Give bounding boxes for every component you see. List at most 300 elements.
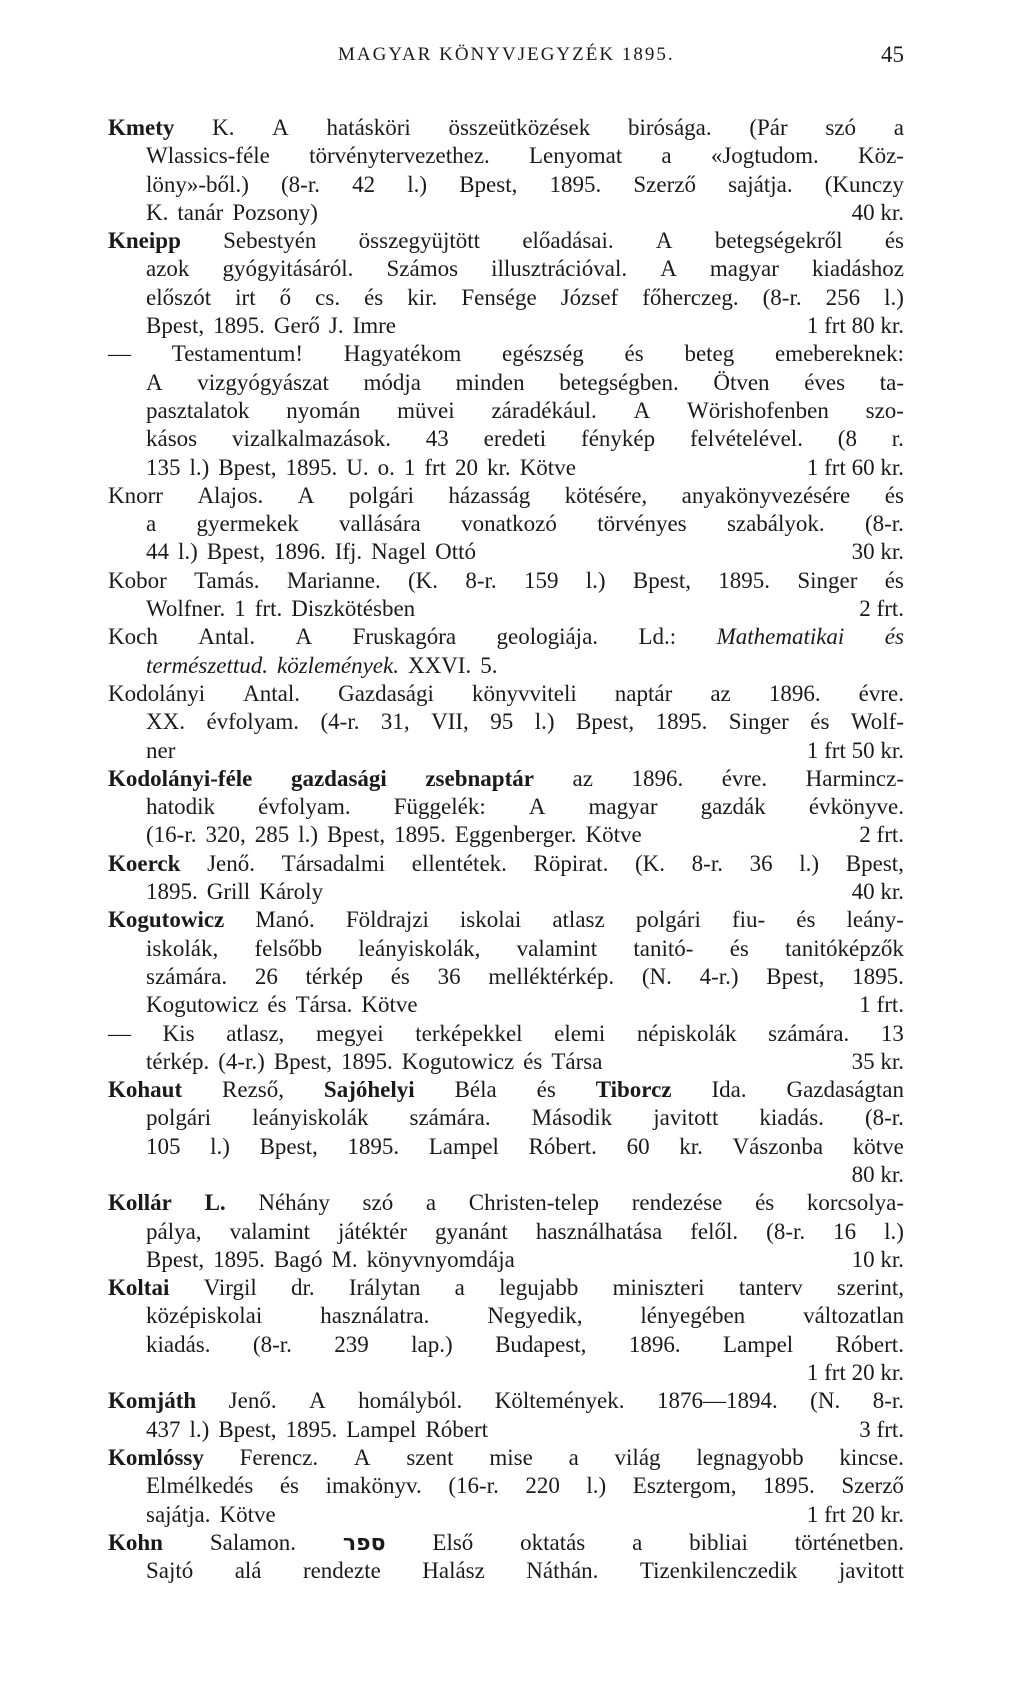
word: alá (234, 1558, 262, 1584)
word: azok (146, 256, 190, 282)
word: tanár (177, 199, 224, 225)
word: legujabb (499, 1275, 579, 1301)
word: rendezése (631, 1190, 723, 1216)
word: Ferencz. (239, 1444, 319, 1470)
word: vonatkozó (461, 511, 557, 537)
word: térkép. (146, 1048, 210, 1074)
word: természettud. (146, 652, 269, 678)
word: Szerző (841, 1473, 904, 1499)
word: világ (614, 1444, 661, 1470)
author-name: Komlóssy (108, 1444, 204, 1470)
word: (Pár (749, 115, 788, 140)
word: és (279, 1473, 300, 1499)
word: Második (531, 1105, 613, 1131)
word: Mathematikai (716, 624, 845, 650)
text-line (108, 397, 904, 425)
word: 36 (749, 850, 773, 876)
word: gyermekek (196, 511, 299, 537)
word: használhatása (535, 1218, 663, 1244)
word: 1895. (763, 1473, 815, 1499)
word: iskolai (459, 907, 522, 933)
word: polgári (146, 1105, 212, 1131)
word: Elmélkedés (146, 1473, 254, 1499)
word: törvényes (597, 511, 687, 537)
line-text (146, 991, 418, 1019)
word: Wlassics-féle (146, 143, 270, 169)
price: 1 frt 20 kr. (806, 1360, 904, 1386)
word: 8-r. (691, 850, 723, 876)
word: Náthán. (526, 1558, 599, 1584)
word: Kötve (585, 822, 642, 848)
word: gyanánt (435, 1218, 508, 1244)
word: Negyedik, (487, 1303, 583, 1329)
word: (8 (837, 426, 857, 452)
word: kásos (146, 426, 198, 452)
word: valamint (229, 1218, 311, 1244)
word: VII, (431, 709, 469, 735)
line-text (146, 595, 415, 623)
word: Grill (206, 879, 251, 905)
word: Bpest, (146, 313, 205, 339)
word: l.) (585, 567, 606, 593)
word: a (661, 143, 672, 169)
word: törvénytervezethez. (309, 143, 490, 169)
word: az (572, 765, 593, 791)
word: a (454, 1275, 465, 1301)
word: Gazdasági (338, 680, 434, 706)
text-line (108, 482, 904, 510)
word: Számos (386, 256, 459, 282)
text-line (108, 1359, 904, 1387)
text-line (108, 171, 904, 199)
line-text (146, 1246, 515, 1274)
word: Tamás. (194, 567, 260, 593)
line-text (146, 1501, 276, 1529)
word: emebereknek: (775, 341, 904, 367)
word: (8-r. (766, 1218, 806, 1244)
word: kincse. (839, 1444, 904, 1470)
text-line (108, 312, 904, 340)
word: mise (489, 1444, 533, 1470)
word: l.) (884, 1218, 904, 1244)
word: és (796, 907, 816, 933)
word: 20 (455, 454, 479, 480)
word: tanterv (738, 1275, 803, 1301)
word: A (297, 482, 315, 508)
text-line (108, 652, 904, 680)
word: Knorr (108, 482, 163, 508)
word: a (893, 115, 904, 140)
word: játéktér (338, 1218, 408, 1244)
word: Bpest, (146, 1246, 205, 1272)
word: valamint (516, 935, 598, 961)
word: A (146, 369, 163, 395)
hebrew-title: ספר (342, 1530, 386, 1556)
word: kötésére, (564, 482, 648, 508)
word: Eggenberger. (454, 822, 577, 848)
word: «Jogtudom. (710, 143, 819, 169)
word: Antal. (198, 624, 256, 650)
text-line (108, 1076, 904, 1104)
text-line (108, 906, 904, 934)
text-line (108, 1557, 904, 1585)
word: a (568, 1444, 579, 1470)
text-line (108, 1161, 904, 1189)
word: 8-r. (465, 567, 497, 593)
word: Wolf- (850, 709, 904, 735)
word: lap.) (411, 1331, 453, 1357)
line-text (146, 199, 318, 227)
author-name: Komjáth (108, 1388, 197, 1414)
word: eredeti (483, 426, 547, 452)
word: évre. (721, 765, 768, 791)
word: Imre (352, 313, 396, 339)
word: Harmincz- (805, 765, 904, 791)
price: 2 frt. (859, 596, 904, 622)
word: sajátja. (146, 1501, 211, 1527)
text-line (108, 1302, 904, 1330)
word: l.) (298, 822, 319, 848)
text-line (108, 142, 904, 170)
word: Jenő. (207, 850, 255, 876)
word: és (267, 992, 287, 1018)
word: és (884, 228, 904, 254)
word: Singer (728, 709, 789, 735)
price: 1 frt. (859, 992, 904, 1018)
line-text (146, 312, 396, 340)
word: Első (432, 1529, 474, 1555)
word: Pozsony) (232, 199, 318, 225)
word: Ötven (713, 369, 770, 395)
word: 13 (880, 1020, 904, 1046)
word: l.) (407, 171, 428, 197)
word: Bpest, (273, 1048, 332, 1074)
word: megyei (315, 1020, 384, 1046)
price: 40 kr. (851, 879, 904, 905)
word: Károly (259, 879, 324, 905)
word: kir. (407, 284, 438, 310)
price: 1 frt 80 kr. (806, 313, 904, 339)
word: javitott (838, 1558, 904, 1584)
word: cs. (315, 284, 341, 310)
word: Virgil (203, 1275, 257, 1301)
word: és (624, 341, 644, 367)
word: hatásköri (326, 115, 411, 140)
word: A (309, 1388, 326, 1414)
word: Bpest, (632, 567, 691, 593)
text-line (108, 595, 904, 623)
word: 1895. (655, 709, 708, 735)
word: terképekkel (415, 1020, 523, 1046)
word: dr. (291, 1275, 315, 1301)
word: 1895. (146, 879, 198, 905)
word: geologiája. (496, 624, 599, 650)
word: Szerző (633, 171, 696, 197)
word: Irálytan (348, 1275, 421, 1301)
word: kiadás. (146, 1331, 211, 1357)
text-line (108, 1274, 904, 1302)
line-text (146, 737, 175, 765)
text-line (108, 1189, 904, 1217)
word: használatra. (320, 1303, 430, 1329)
running-title: MAGYAR KÖNYVJEGYZÉK 1895. (338, 44, 675, 65)
word: Bpest, (575, 709, 635, 735)
word: Társa. (295, 992, 353, 1018)
word: — (108, 1020, 131, 1046)
word: Bpest, (218, 1416, 277, 1442)
word: Néhány (258, 1190, 330, 1216)
text-line (108, 1048, 904, 1076)
word: Sajtó (146, 1558, 194, 1584)
word: előszót (146, 284, 212, 310)
word: frt (424, 454, 447, 480)
price: 1 frt 20 kr. (806, 1501, 904, 1527)
word: 1895. (718, 567, 771, 593)
word: 1895. (213, 1246, 265, 1272)
word: (Kunczy (824, 171, 904, 197)
word: 256 (825, 284, 861, 310)
word: 1896. (628, 1331, 681, 1357)
price: 10 kr. (851, 1246, 904, 1272)
word: (N. (641, 963, 672, 989)
text-line (108, 284, 904, 312)
word: Vászonba (732, 1133, 824, 1159)
word: hatodik (146, 794, 215, 820)
word: A (295, 624, 313, 650)
word: XX. (146, 709, 185, 735)
word: főherczeg. (642, 284, 739, 310)
word: szent (406, 1444, 454, 1470)
text-line (108, 765, 904, 793)
word: l.) (534, 709, 555, 735)
word: 5. (480, 652, 498, 678)
word: lényegében (640, 1303, 746, 1329)
word: oktatás (520, 1529, 586, 1555)
word: szó (825, 115, 857, 140)
word: 44 (146, 539, 169, 565)
text-line (108, 1472, 904, 1500)
word: Bpest, (327, 822, 386, 848)
word: javitott (653, 1105, 719, 1131)
word: imakönyv. (325, 1473, 422, 1499)
line-text (146, 1416, 488, 1444)
word: felől. (690, 1218, 739, 1244)
word: 320, (205, 822, 246, 848)
word: A (353, 1444, 371, 1470)
page-number: 45 (881, 42, 904, 67)
word: Költemények. (494, 1388, 625, 1414)
word: Ottó (435, 539, 476, 565)
word: történetben. (794, 1529, 904, 1555)
word: Nagel (371, 539, 427, 565)
word: l.) (884, 284, 904, 310)
word: gazdák (700, 794, 766, 820)
word: középiskolai (146, 1303, 263, 1329)
word: Bpest, (206, 539, 265, 565)
word: bibliai (689, 1529, 748, 1555)
word: A (272, 115, 289, 140)
text-line (108, 227, 904, 255)
text-line (108, 1133, 904, 1161)
word: Lenyomat (528, 143, 623, 169)
text-line (108, 1416, 904, 1444)
word: 135 (146, 454, 181, 480)
word: éves (804, 369, 846, 395)
word: Ifj. (334, 539, 363, 565)
word: illusztrációval. (491, 256, 628, 282)
text-line (108, 1246, 904, 1274)
word: U. (346, 454, 369, 480)
word: betegségben. (559, 369, 679, 395)
price: 3 frt. (859, 1416, 904, 1442)
word: 60 (626, 1133, 650, 1159)
word: Kötve (219, 1501, 276, 1527)
text-line (108, 878, 904, 906)
line-text (146, 538, 476, 566)
word: szerint, (836, 1275, 904, 1301)
word: betegségekről (714, 228, 843, 254)
word: 1 (403, 454, 416, 480)
author-name: zsebnaptár (425, 765, 534, 791)
word: Hagyatékom (343, 341, 462, 367)
word: l.) (586, 1473, 607, 1499)
word: 16 (833, 1218, 857, 1244)
word: leány- (846, 907, 904, 933)
text-line (108, 567, 904, 595)
word: korcsolya- (806, 1190, 904, 1216)
word: irt (235, 284, 256, 310)
word: 1895. (285, 454, 338, 480)
word: 8-r. (872, 1388, 904, 1414)
word: löny»-ből.) (146, 171, 249, 197)
word: melléktérkép. (488, 963, 615, 989)
word: r. (891, 426, 904, 452)
word: Kodolányi (108, 680, 206, 706)
page-header (108, 40, 904, 70)
word: vizgyógyászat (197, 369, 329, 395)
word: Róbert. (528, 1133, 597, 1159)
word: (N. (810, 1388, 841, 1414)
word: fiu- (731, 907, 766, 933)
word: 1895. (285, 1416, 338, 1442)
word: vallására (339, 511, 421, 537)
text-line (108, 963, 904, 991)
price: 2 frt. (859, 822, 904, 848)
word: összegyüjtött (358, 228, 481, 254)
word: Koch (108, 624, 158, 650)
word: Bpest, (218, 454, 277, 480)
word: 1895. (340, 1048, 393, 1074)
word: Bpest, (259, 1133, 318, 1159)
word: Függelék: (393, 794, 486, 820)
word: 31, (380, 709, 410, 735)
word: 1896. (631, 765, 684, 791)
word: Lampel (722, 1331, 794, 1357)
text-line (108, 1104, 904, 1132)
word: Sebestyén (223, 228, 317, 254)
word: házasság (448, 482, 531, 508)
word: nyomán (286, 397, 361, 423)
word: Ld.: (638, 624, 677, 650)
word: ta- (879, 369, 904, 395)
line-text (146, 821, 642, 849)
word: A (655, 228, 673, 254)
word: 1895. (852, 963, 904, 989)
word: és (364, 284, 384, 310)
word: kiadás. (759, 1105, 824, 1131)
word: szabályok. (726, 511, 825, 537)
text-line (108, 991, 904, 1019)
word: (4-r.) (218, 1048, 265, 1074)
word: Fruskagóra (352, 624, 457, 650)
author-name: Kmety (108, 115, 175, 140)
price: 35 kr. (851, 1048, 904, 1074)
word: Jenő. (228, 1388, 277, 1414)
word: (8-r. (864, 1105, 904, 1131)
author-name: Koerck (108, 850, 181, 876)
text-line (108, 737, 904, 765)
word: térkép (305, 963, 363, 989)
word: müvei (397, 397, 455, 423)
word: K. (146, 199, 169, 225)
word: — (108, 341, 131, 367)
word: naptár (614, 680, 673, 706)
word: a (425, 1190, 437, 1216)
text-line (108, 510, 904, 538)
word: Róbert (425, 1416, 489, 1442)
word: összeütközések (448, 115, 591, 140)
word: 1895. (347, 1133, 400, 1159)
word: 220 (525, 1473, 560, 1499)
word: Salamon. (209, 1529, 297, 1555)
word: 1876—1894. (656, 1388, 778, 1414)
word: kr. (679, 1133, 703, 1159)
word: atlasz (552, 907, 605, 933)
text-line (108, 454, 904, 482)
word: Béla (454, 1077, 497, 1103)
word: A (633, 397, 651, 423)
word: pasztalatok (146, 397, 250, 423)
word: Kogutowicz (401, 1048, 515, 1074)
text-line (108, 821, 904, 849)
word: ellentétek. (411, 850, 507, 876)
line-text (146, 878, 323, 906)
word: XXVI. (407, 652, 472, 678)
word: iskolák, (146, 935, 219, 961)
line-text (146, 1048, 602, 1076)
word: anyakönyvezésére (681, 482, 851, 508)
word: polgári (635, 907, 701, 933)
word: M. (331, 1246, 358, 1272)
word: Testamentum! (171, 341, 303, 367)
word: Lampel (428, 1133, 499, 1159)
bibliography-entries (108, 114, 904, 1585)
word: 437 (146, 1416, 181, 1442)
word: előadásai. (522, 228, 614, 254)
text-line (108, 623, 904, 651)
text-line (108, 708, 904, 736)
text-line (108, 425, 904, 453)
word: és (884, 482, 904, 508)
author-name: gazdasági (290, 765, 387, 791)
word: és (536, 1077, 556, 1103)
author-name: Kohaut (108, 1077, 183, 1103)
word: és (755, 1190, 775, 1216)
author-name: Kogutowicz (108, 907, 225, 933)
word: (K. (634, 850, 666, 876)
word: Társadalmi (281, 850, 386, 876)
word: könyvnyomdája (366, 1246, 515, 1272)
